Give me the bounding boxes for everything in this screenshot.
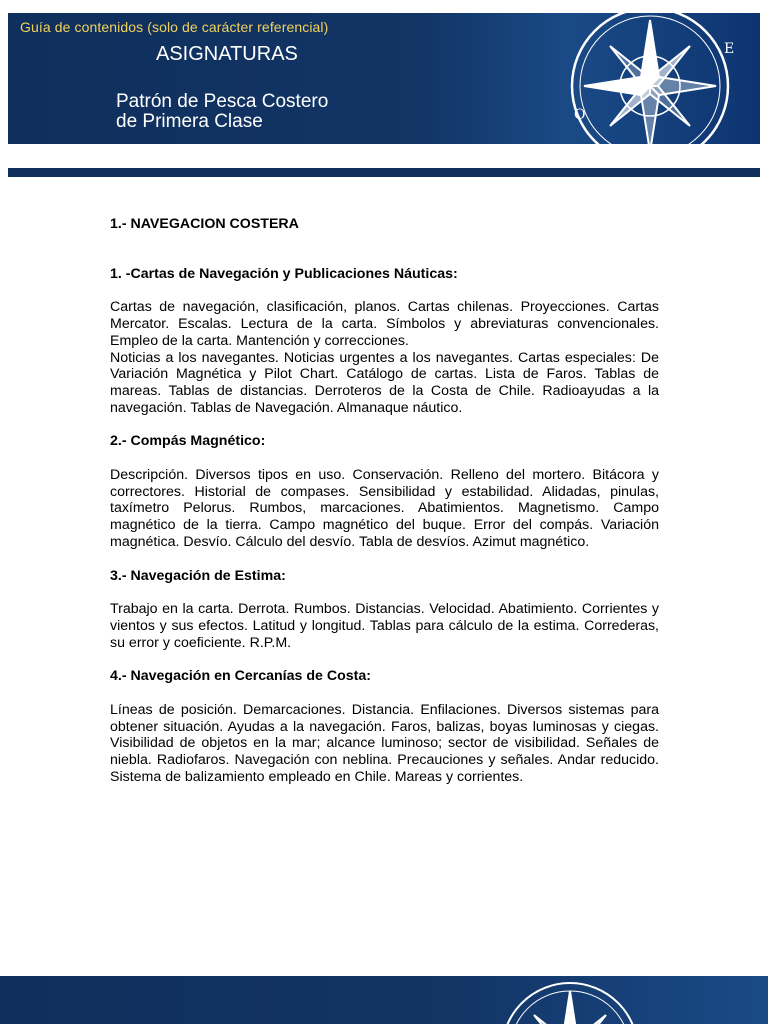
section-paragraph: Noticias a los navegantes. Noticias urgentes a los navegantes. Cartas especiales: De Variación Magnética y Pilot Chart. Catálogo de cartas. Lista de Faros. Tablas de mareas. Tablas de distancias. Derroteros de la Costa de Chile. Radioayudas a la navegación. Tablas de Navegación. Almanaque náutico. xyxy=(110,349,659,416)
course-title-line2: de Primera Clase xyxy=(116,111,263,132)
course-title-line1: Patrón de Pesca Costero xyxy=(116,91,329,112)
section-paragraph: Líneas de posición. Demarcaciones. Distancia. Enfilaciones. Diversos sistemas para obtener situación. Ayudas a la navegación. Faros, balizas, boyas luminosas y ciegas. Visibilidad de objetos en la mar; alcance luminoso; sector de visibilidad. Señales de niebla. Radiofaros. Navegación con neblina. Precauciones y señales. Andar reducido. Sistema de balizamiento empleado en Chile. Mareas y corrientes. xyxy=(110,702,659,785)
compass-rose-icon xyxy=(550,13,750,144)
document-heading: 1.- NAVEGACION COSTERA xyxy=(110,216,299,232)
section-paragraph: Trabajo en la carta. Derrota. Rumbos. Distancias. Velocidad. Abatimiento. Corrientes y vientos y sus efectos. Latitud y longitud. Tablas para cálculo de la estima. Correderas, su error y coeficiente. R.P.M. xyxy=(110,601,659,651)
section-body xyxy=(110,702,659,786)
section-body xyxy=(110,299,659,416)
compass-east-letter: E xyxy=(724,41,735,57)
section-body xyxy=(110,601,659,651)
section-title: 1. -Cartas de Navegación y Publicaciones Náuticas: xyxy=(110,265,458,282)
section-paragraph: Descripción. Diversos tipos en uso. Conservación. Relleno del mortero. Bitácora y correctores. Historial de compases. Sensibilidad y estabilidad. Alidadas, pinulas, taxímetro Pelorus. Rumbos, marcaciones. Abatimientos. Magnetismo. Campo magnético de la tierra. Campo magnético del buque. Error del compás. Variación magnética. Desvío. Cálculo del desvío. Tabla de desvíos. Azimut magnético. xyxy=(110,467,659,550)
compass-west-letter: O xyxy=(574,107,586,123)
section-body xyxy=(110,467,659,551)
section-paragraph: Cartas de navegación, clasificación, planos. Cartas chilenas. Proyecciones. Cartas Mercator. Escalas. Lectura de la carta. Símbolos y abreviaturas convencionales. Empleo de la carta. Mantención y correcciones. xyxy=(110,299,659,349)
section-title: 4.- Navegación en Cercanías de Costa: xyxy=(110,668,371,685)
section-title: 3.- Navegación de Estima: xyxy=(110,567,286,584)
document-body xyxy=(110,216,659,803)
subject-label: ASIGNATURAS xyxy=(156,43,298,65)
section-title: 2.- Compás Magnético: xyxy=(110,433,266,450)
footer-compass-icon xyxy=(470,976,690,1024)
footer-banner xyxy=(0,976,768,1024)
header-divider-band xyxy=(8,168,760,177)
header-banner xyxy=(8,13,760,144)
guide-text: Guía de contenidos (solo de carácter referencial) xyxy=(20,19,329,35)
